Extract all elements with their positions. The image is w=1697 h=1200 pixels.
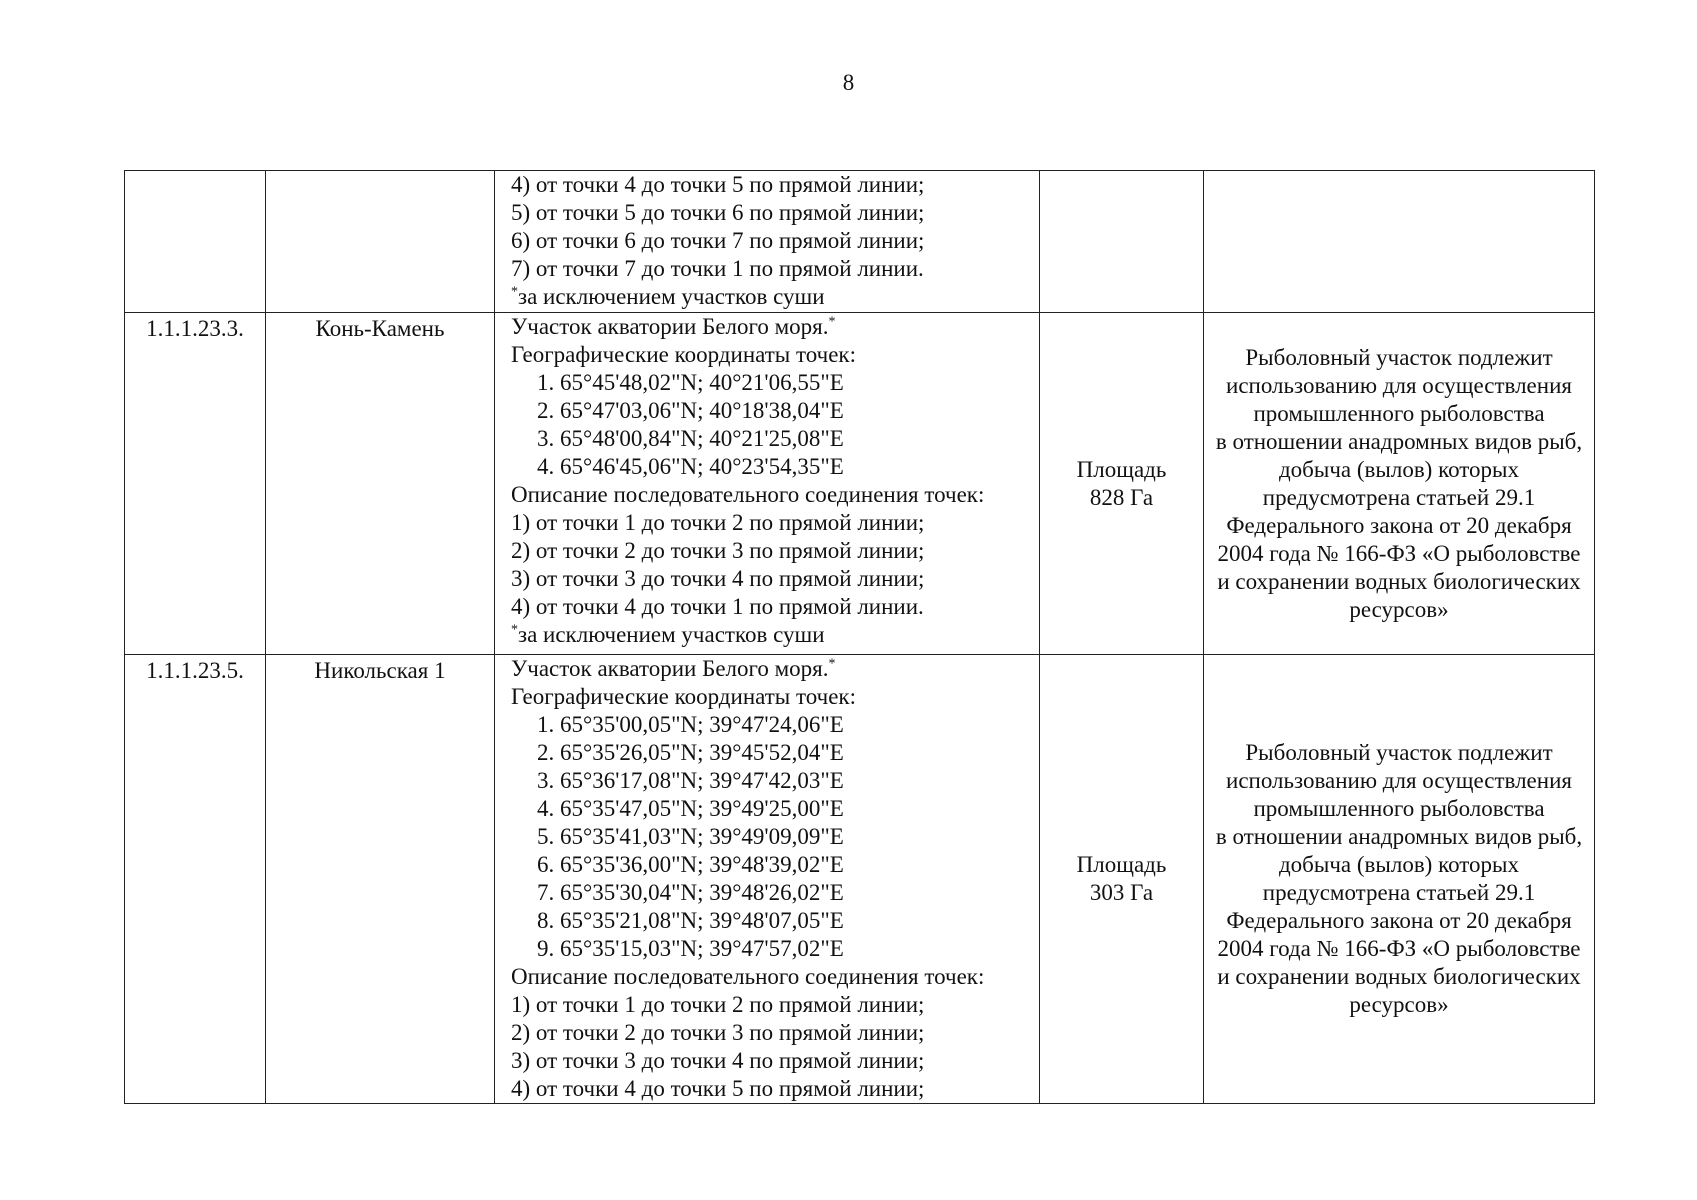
- coordinate-item: 4. 65°35'47,05"N; 39°49'25,00"E: [537, 796, 844, 821]
- connection-label: Описание последовательного соединения точек:: [511, 964, 985, 989]
- coordinate-item: 3. 65°48'00,84"N; 40°21'25,08"E: [537, 426, 844, 451]
- area-header: Участок акватории Белого моря.*: [511, 656, 836, 681]
- coordinate-item: 2. 65°35'26,05"N; 39°45'52,04"E: [537, 740, 844, 765]
- note-line: предусмотрена статьей 29.1: [1262, 484, 1536, 510]
- area-label: Площадь: [1076, 456, 1167, 482]
- note-line: и сохранении водных биологических: [1217, 568, 1581, 594]
- area-name-cell: Никольская 1: [266, 655, 495, 1104]
- table-row-nikolskaya-1: [125, 655, 1595, 1104]
- connection-line: 1) от точки 1 до точки 2 по прямой линии;: [511, 510, 925, 535]
- coordinate-item: 1. 65°35'00,05"N; 39°47'24,06"E: [537, 712, 844, 737]
- connection-line: 5) от точки 5 до точки 6 по прямой линии;: [511, 200, 925, 225]
- note-line: предусмотрена статьей 29.1: [1262, 880, 1536, 905]
- coords-label: Географические координаты точек:: [511, 342, 856, 367]
- note-line: 2004 года № 166-ФЗ «О рыболовстве: [1217, 540, 1581, 566]
- area-label: Площадь: [1076, 852, 1167, 877]
- coordinate-item: 3. 65°36'17,08"N; 39°47'42,03"E: [537, 768, 844, 793]
- note-cell: [1204, 171, 1595, 313]
- area-value: 828 Га: [1089, 484, 1154, 510]
- note-line: промышленного рыболовства: [1253, 400, 1545, 426]
- coordinate-item: 6. 65°35'36,00"N; 39°48'39,02"E: [537, 852, 844, 877]
- description-cell: [495, 313, 1040, 655]
- coordinate-item: 8. 65°35'21,08"N; 39°48'07,05"E: [537, 908, 844, 933]
- note-line: и сохранении водных биологических: [1217, 964, 1581, 989]
- note-line: добыча (вылов) которых: [1278, 852, 1519, 877]
- note-line: использованию для осуществления: [1226, 372, 1572, 398]
- description-cell: [495, 655, 1040, 1104]
- coordinate-item: 4. 65°46'45,06"N; 40°23'54,35"E: [537, 454, 844, 479]
- note-line: Рыболовный участок подлежит: [1245, 344, 1553, 370]
- area-name-cell: [266, 171, 495, 313]
- connection-line: 3) от точки 3 до точки 4 по прямой линии;: [511, 1048, 925, 1073]
- connection-line: 7) от точки 7 до точки 1 по прямой линии.: [511, 256, 924, 281]
- note-line: Федерального закона от 20 декабря: [1226, 512, 1572, 538]
- connection-line: 4) от точки 4 до точки 1 по прямой линии.: [511, 594, 924, 619]
- row-number-cell: 1.1.1.23.5.: [125, 655, 266, 1104]
- area-cell: [1040, 171, 1204, 313]
- exclusion-note: *за исключением участков суши: [511, 622, 825, 647]
- page-number: 8: [842, 70, 855, 95]
- coords-label: Географические координаты точек:: [511, 684, 856, 709]
- fishing-areas-table: [124, 170, 1595, 1104]
- area-name-cell: Конь-Камень: [266, 313, 495, 655]
- note-line: использованию для осуществления: [1226, 768, 1572, 793]
- note-line: ресурсов»: [1349, 992, 1449, 1017]
- row-number-cell: 1.1.1.23.3.: [125, 313, 266, 655]
- note-cell: [1204, 655, 1595, 1104]
- note-line: промышленного рыболовства: [1253, 796, 1545, 821]
- note-line: в отношении анадромных видов рыб,: [1215, 824, 1583, 849]
- note-line: Рыболовный участок подлежит: [1245, 740, 1553, 765]
- connection-line: 4) от точки 4 до точки 5 по прямой линии;: [511, 1076, 925, 1101]
- coordinate-item: 2. 65°47'03,06"N; 40°18'38,04"E: [537, 398, 844, 423]
- exclusion-note: *за исключением участков суши: [511, 284, 825, 309]
- area-header: Участок акватории Белого моря.*: [511, 314, 836, 339]
- coordinate-item: 5. 65°35'41,03"N; 39°49'09,09"E: [537, 824, 844, 849]
- area-cell: [1040, 655, 1204, 1104]
- table-row-continuation: [125, 171, 1595, 313]
- table-row-kon-kamen: [125, 313, 1595, 655]
- note-line: ресурсов»: [1349, 596, 1449, 622]
- connection-label: Описание последовательного соединения точек:: [511, 482, 985, 507]
- area-value: 303 Га: [1089, 880, 1154, 905]
- note-line: 2004 года № 166-ФЗ «О рыболовстве: [1217, 936, 1581, 961]
- coordinate-item: 9. 65°35'15,03"N; 39°47'57,02"E: [537, 936, 844, 961]
- area-cell: [1040, 313, 1204, 655]
- connection-line: 3) от точки 3 до точки 4 по прямой линии;: [511, 566, 925, 591]
- description-cell: [495, 171, 1040, 313]
- note-line: Федерального закона от 20 декабря: [1226, 908, 1572, 933]
- connection-line: 2) от точки 2 до точки 3 по прямой линии;: [511, 538, 925, 563]
- coordinate-item: 1. 65°45'48,02"N; 40°21'06,55"E: [537, 370, 844, 395]
- connection-line: 2) от точки 2 до точки 3 по прямой линии;: [511, 1020, 925, 1045]
- connection-line: 6) от точки 6 до точки 7 по прямой линии;: [511, 228, 925, 253]
- connection-line: 1) от точки 1 до точки 2 по прямой линии;: [511, 992, 925, 1017]
- note-line: в отношении анадромных видов рыб,: [1215, 428, 1583, 454]
- note-cell: [1204, 313, 1595, 655]
- connection-line: 4) от точки 4 до точки 5 по прямой линии;: [511, 172, 925, 197]
- coordinate-item: 7. 65°35'30,04"N; 39°48'26,02"E: [537, 880, 844, 905]
- note-line: добыча (вылов) которых: [1278, 456, 1519, 482]
- row-number-cell: [125, 171, 266, 313]
